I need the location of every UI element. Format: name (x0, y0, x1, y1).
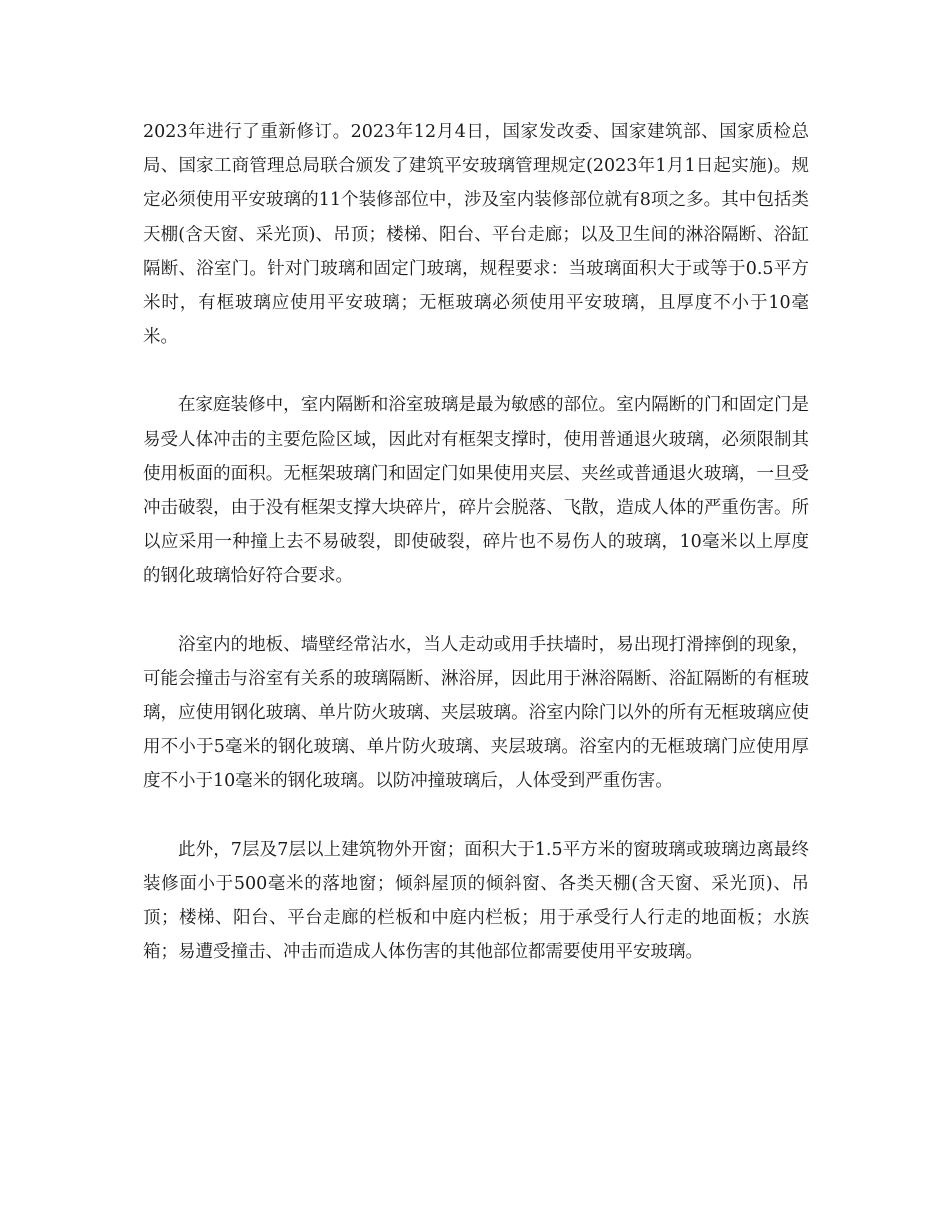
paragraph-3: 浴室内的地板、墙壁经常沾水，当人走动或用手扶墙时，易出现打滑摔倒的现象，可能会撞击与浴室有关系的玻璃隔断、淋浴屏，因此用于淋浴隔断、浴缸隔断的有框玻璃，应使用钢化玻璃、单片防火玻璃、夹层玻璃。浴室内除门以外的所有无框玻璃应使用不小于5毫米的钢化玻璃、单片防火玻璃、夹层玻璃。浴室内的无框玻璃门应使用厚度不小于10毫米的钢化玻璃。以防冲撞玻璃后，人体受到严重伤害。 (143, 634, 809, 792)
paragraph-4: 此外，7层及7层以上建筑物外开窗；面积大于1.5平方米的窗玻璃或玻璃边离最终装修面小于500毫米的落地窗；倾斜屋顶的倾斜窗、各类天棚(含天窗、采光顶)、吊顶；楼梯、阳台、平台走廊的栏板和中庭内栏板；用于承受行人行走的地面板；水族箱；易遭受撞击、冲击而造成人体伤害的其他部位都需要使用平安玻璃。 (143, 839, 809, 963)
paragraph-1: 2023年进行了重新修订。2023年12月4日，国家发改委、国家建筑部、国家质检总局、国家工商管理总局联合颁发了建筑平安玻璃管理规定(2023年1月1日起实施)。规定必须使用平安玻璃的11个装修部位中，涉及室内装修部位就有8项之多。其中包括类天棚(含天窗、采光顶)、吊顶；楼梯、阳台、平台走廊；以及卫生间的淋浴隔断、浴缸隔断、浴室门。针对门玻璃和固定门玻璃，规程要求：当玻璃面积大于或等于0.5平方米时，有框玻璃应使用平安玻璃；无框玻璃必须使用平安玻璃，且厚度不小于10毫米。 (143, 122, 809, 348)
paragraph-2: 在家庭装修中，室内隔断和浴室玻璃是最为敏感的部位。室内隔断的门和固定门是易受人体冲击的主要危险区域，因此对有框架支撑时，使用普通退火玻璃，必须限制其使用板面的面积。无框架玻璃门和固定门如果使用夹层、夹丝或普通退火玻璃，一旦受冲击破裂，由于没有框架支撑大块碎片，碎片会脱落、飞散，造成人体的严重伤害。所以应采用一种撞上去不易破裂，即使破裂，碎片也不易伤人的玻璃，10毫米以上厚度的钢化玻璃恰好符合要求。 (143, 395, 809, 587)
document-body (143, 115, 809, 1003)
